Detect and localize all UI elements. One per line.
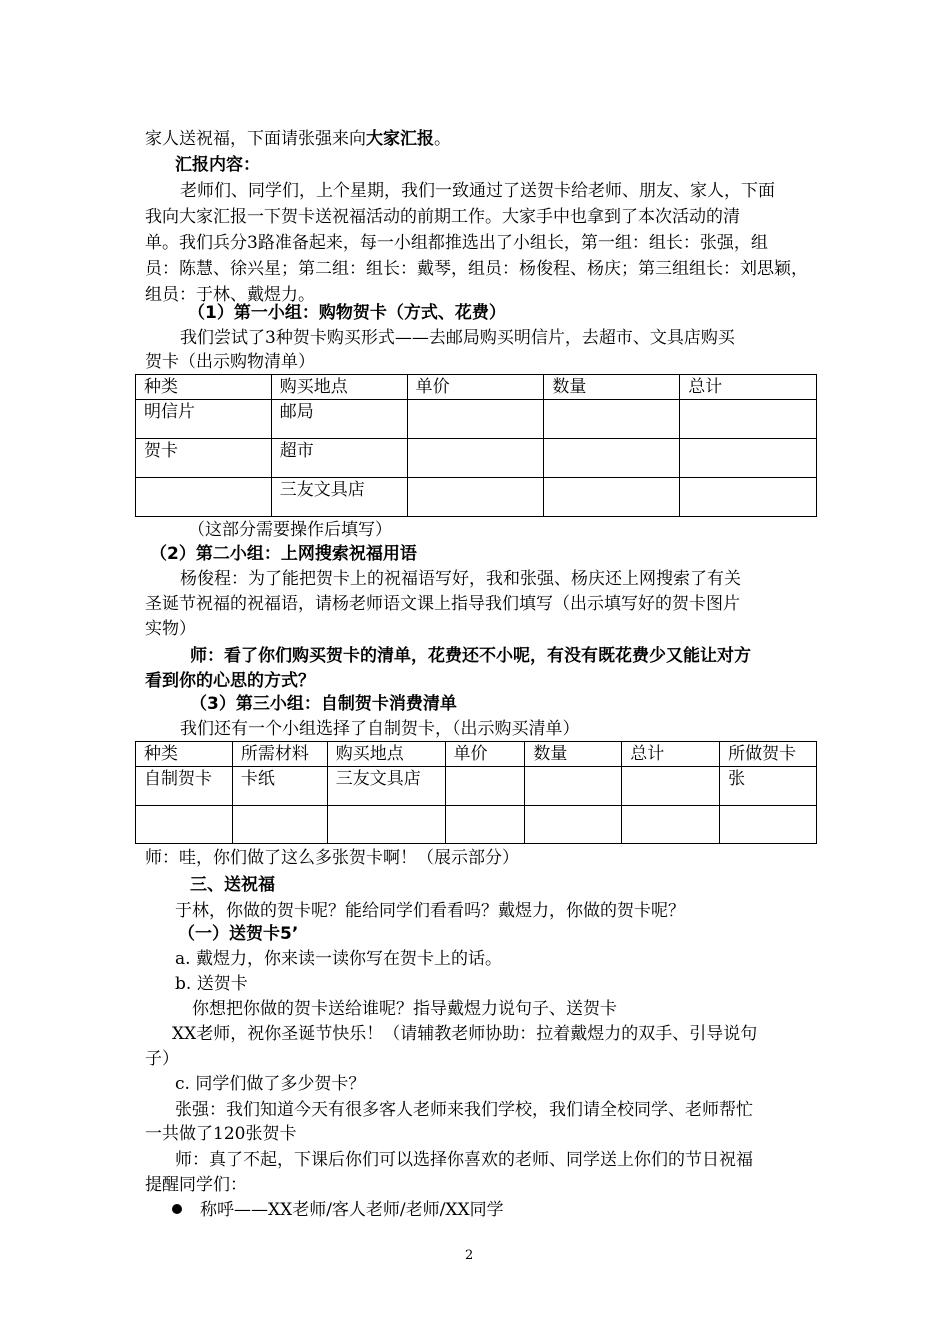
teacher-question: 看到你的心思的方式？ — [145, 671, 315, 691]
table-cell — [407, 478, 544, 517]
paragraph-line: 杨俊程：为了能把贺卡上的祝福语写好，我和张强、杨庆还上网搜索了有关 — [180, 569, 741, 589]
bullet-text: 称呼——XX老师/客人老师/老师/XX同学 — [200, 1200, 504, 1220]
table-row — [136, 767, 817, 806]
table-cell: 邮局 — [271, 400, 407, 439]
section-heading: 汇报内容： — [175, 155, 260, 175]
paragraph-line: 子） — [145, 1049, 179, 1069]
table-cell — [407, 400, 544, 439]
table-header-row — [136, 742, 817, 767]
table-header-cell: 购买地点 — [327, 742, 445, 767]
table-header-cell: 数量 — [525, 742, 622, 767]
note-line: （这部分需要操作后填写） — [188, 520, 392, 540]
group3-heading: （3）第三小组：自制贺卡消费清单 — [190, 694, 457, 714]
group1-heading: （1）第一小组：购物贺卡（方式、花费） — [188, 303, 506, 323]
table-cell — [544, 400, 680, 439]
table-header-cell: 单价 — [445, 742, 525, 767]
table-cell: 三友文具店 — [271, 478, 407, 517]
table-cell: 贺卡 — [136, 439, 272, 478]
table-cell — [680, 478, 817, 517]
section-heading: 三、送祝福 — [190, 875, 275, 895]
handmade-card-table — [135, 741, 817, 844]
paragraph-line: 我们尝试了3种贺卡购买形式——去邮局购买明信片，去超市、文具店购买 — [180, 328, 735, 348]
table-cell — [232, 806, 327, 844]
table-cell — [720, 806, 817, 844]
table-cell — [525, 806, 622, 844]
table-cell — [327, 806, 445, 844]
bullet-item — [172, 1197, 852, 1223]
table-cell — [680, 400, 817, 439]
table-cell — [622, 806, 720, 844]
paragraph-line: 师：真了不起，下课后你们可以选择你喜欢的老师、同学送上你们的节日祝福 — [175, 1150, 753, 1170]
list-item: c. 同学们做了多少贺卡？ — [175, 1074, 366, 1094]
paragraph-line: 提醒同学们： — [145, 1175, 247, 1195]
table-row — [136, 400, 817, 439]
paragraph-line: 我向大家汇报一下贺卡送祝福活动的前期工作。大家手中也拿到了本次活动的清 — [145, 207, 740, 227]
table-cell — [445, 806, 525, 844]
paragraph-line: 实物） — [145, 619, 196, 639]
table-cell: 自制贺卡 — [136, 767, 233, 806]
table-header-cell: 总计 — [622, 742, 720, 767]
table-row — [136, 806, 817, 844]
table-cell: 三友文具店 — [327, 767, 445, 806]
table-cell: 超市 — [271, 439, 407, 478]
paragraph-line: 师：哇，你们做了这么多张贺卡啊！（展示部分） — [145, 848, 519, 868]
paragraph-line: 于林，你做的贺卡呢？能给同学们看看吗？戴煜力，你做的贺卡呢？ — [175, 901, 685, 921]
table-cell: 张 — [720, 767, 817, 806]
table-cell — [445, 767, 525, 806]
table-cell — [525, 767, 622, 806]
paragraph-line: 张强：我们知道今天有很多客人老师来我们学校，我们请全校同学、老师帮忙 — [175, 1100, 753, 1120]
table-cell — [680, 439, 817, 478]
text: 。 — [434, 129, 451, 149]
paragraph-line: 我们还有一个小组选择了自制贺卡，（出示购买清单） — [180, 719, 580, 739]
table-header-cell: 所需材料 — [232, 742, 327, 767]
table-cell — [544, 439, 680, 478]
table-header-cell: 购买地点 — [271, 375, 407, 400]
table-row — [136, 439, 817, 478]
table-row — [136, 478, 817, 517]
text: 家人送祝福，下面请张强来向 — [145, 129, 366, 149]
table-header-cell: 总计 — [680, 375, 817, 400]
purchase-table — [135, 374, 817, 517]
paragraph-line: 一共做了120张贺卡 — [145, 1124, 297, 1144]
paragraph-line: 圣诞节祝福的祝福语，请杨老师语文课上指导我们填写（出示填写好的贺卡图片 — [145, 594, 740, 614]
table-cell — [622, 767, 720, 806]
paragraph-line: 组员：于林、戴煜力。 — [145, 285, 315, 305]
table-cell: 明信片 — [136, 400, 272, 439]
table-header-cell: 所做贺卡 — [720, 742, 817, 767]
paragraph-line: 贺卡（出示购物清单） — [145, 352, 315, 372]
group2-heading: （2）第二小组：上网搜索祝福用语 — [150, 544, 417, 564]
list-item: b. 送贺卡 — [175, 974, 248, 994]
table-cell — [544, 478, 680, 517]
paragraph-line — [145, 126, 825, 152]
table-cell — [407, 439, 544, 478]
table-header-cell: 单价 — [407, 375, 544, 400]
bold-text: 大家汇报 — [366, 129, 434, 149]
table-header-cell: 种类 — [136, 375, 272, 400]
table-header-row — [136, 375, 817, 400]
paragraph-line: 你想把你做的贺卡送给谁呢？指导戴煜力说句子、送贺卡 — [192, 999, 617, 1019]
table-header-cell: 种类 — [136, 742, 233, 767]
table-cell — [136, 806, 233, 844]
subsection-heading: （一）送贺卡5’ — [178, 924, 299, 944]
page-number: 2 — [465, 1248, 474, 1263]
list-item: a. 戴煜力，你来读一读你写在贺卡上的话。 — [175, 949, 502, 969]
teacher-question: 师：看了你们购买贺卡的清单，花费还不小呢，有没有既花费少又能让对方 — [190, 646, 751, 666]
paragraph-line: XX老师，祝你圣诞节快乐！（请辅教老师协助：拉着戴煜力的双手、引导说句 — [172, 1024, 758, 1044]
table-header-cell: 数量 — [544, 375, 680, 400]
table-cell: 卡纸 — [232, 767, 327, 806]
paragraph-line: 老师们、同学们，上个星期，我们一致通过了送贺卡给老师、朋友、家人，下面 — [180, 181, 775, 201]
bullet-icon — [172, 1204, 182, 1214]
paragraph-line: 单。我们兵分3路准备起来，每一小组都推选出了小组长，第一组：组长：张强，组 — [145, 233, 768, 253]
table-cell — [136, 478, 272, 517]
paragraph-line: 员：陈慧、徐兴星；第二组：组长：戴琴，组员：杨俊程、杨庆；第三组组长：刘思颖， — [145, 259, 808, 279]
